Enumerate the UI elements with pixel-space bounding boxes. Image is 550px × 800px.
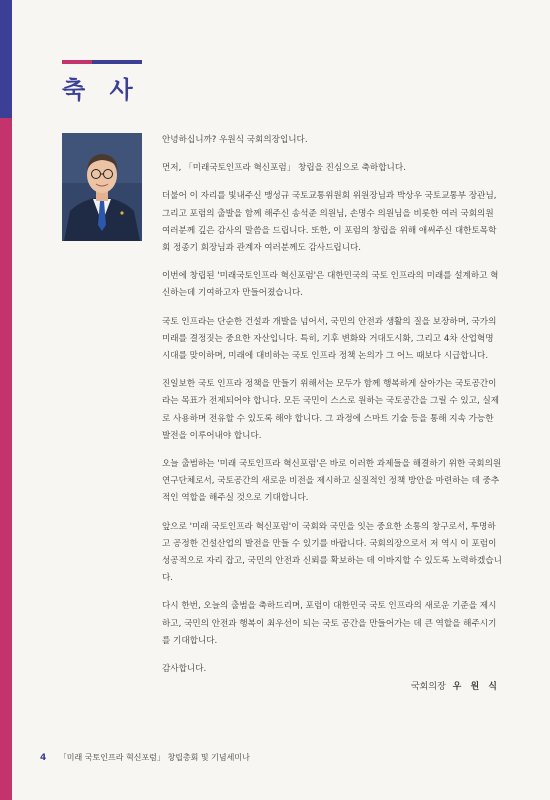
page-number: 4	[40, 753, 47, 763]
speaker-portrait	[62, 133, 142, 241]
paragraph-policy: 진일보한 국토 인프라 정책을 만들기 위해서는 모두가 함께 행복하게 살아가는 국토공간이라는 목표가 전제되어야 합니다. 모든 국민이 스스로 원하는 국토공간을 그릴 수 있고, 실제로 사용하며 전유할 수 있도록 해야 합니다. 그 과정에 스마트 기술 등을 통해 지속 가능한 발전을 이루어내야 합니다.	[162, 379, 500, 441]
title-accent-navy	[92, 60, 142, 64]
signature-role: 국회의장	[410, 682, 446, 692]
paragraph-thanks: 더불어 이 자리를 빛내주신 맹성규 국토교통위원회 위원장님과 박상우 국토교통부 장관님, 그리고 포럼의 출발을 함께 해주신 송석준 의원님, 손명수 의원님을 비롯한 여러 국회의원 여러분께 깊은 감사의 말씀을 드립니다. 또한, 이 포럼의 창립을 위해 애써주신 대한토목학회 정종기 회장님과 관계자 여러분께도 감사드립니다.	[162, 191, 497, 254]
paragraph-gratitude: 감사합니다.	[162, 664, 207, 675]
paragraph-purpose: 이번에 창립된 '미래국토인프라 혁신포럼'은 대한민국의 국토 인프라의 미래를 설계하고 혁신하는데 기여하고자 만들어졌습니다.	[162, 271, 499, 299]
paragraph-launch: 오늘 출범하는 '미래 국토인프라 혁신포럼'은 바로 이러한 과제들을 해결하기 위한 국회의원 연구단체로서, 국토공간의 새로운 비전을 제시하고 실질적인 정책 방안을 마련하는 데 중추적인 역할을 해주실 것으로 기대합니다.	[162, 459, 502, 504]
page-title: 축 사	[62, 76, 141, 104]
paragraph-greeting: 안녕하십니까? 우원식 국회의장입니다.	[162, 135, 308, 145]
title-accent-magenta	[62, 60, 92, 64]
signature	[411, 679, 500, 692]
paragraph-congratulation: 먼저, 「미래국토인프라 혁신포럼」 창립을 진심으로 축하합니다.	[162, 163, 406, 174]
paragraph-closing: 다시 한번, 오늘의 출범을 축하드리며, 포럼이 대한민국 국토 인프라의 새로운 기준을 제시하고, 국민의 안전과 행복이 최우선이 되는 국토 공간을 만들어가는 데 큰 역할을 해주시기를 기대합니다.	[162, 601, 497, 646]
side-accent-bar-magenta	[0, 118, 12, 800]
signature-name: 우 원 식	[452, 682, 500, 692]
side-accent-bar-navy	[0, 0, 12, 118]
paragraph-infrastructure: 국토 인프라는 단순한 건설과 개발을 넘어서, 국민의 안전과 생활의 질을 보장하며, 국가의 미래를 결정짓는 중요한 자산입니다. 특히, 기후 변화와 거대도시화, 그리고 4차 산업혁명 시대를 맞이하며, 미래에 대비하는 국토 인프라 정책 논의가 그 어느 때보다 시급합니다.	[162, 316, 497, 362]
paragraph-future: 앞으로 '미래 국토인프라 혁신포럼'이 국회와 국민을 잇는 중요한 소통의 창구로서, 투명하고 공정한 건설산업의 발전을 만들 수 있기를 바랍니다. 국회의장으로서 저 역시 이 포럼이 성공적으로 자리 잡고, 국민의 안전과 신뢰를 확보하는 데 이바지할 수 있도록 노력하겠습니다.	[162, 521, 502, 584]
portrait-illustration	[62, 133, 142, 241]
page-footer	[40, 752, 250, 763]
congratulatory-message	[162, 132, 502, 689]
footer-caption: 「미래 국토인프라 혁신포럼」 창립총회 및 기념세미나	[58, 753, 250, 762]
